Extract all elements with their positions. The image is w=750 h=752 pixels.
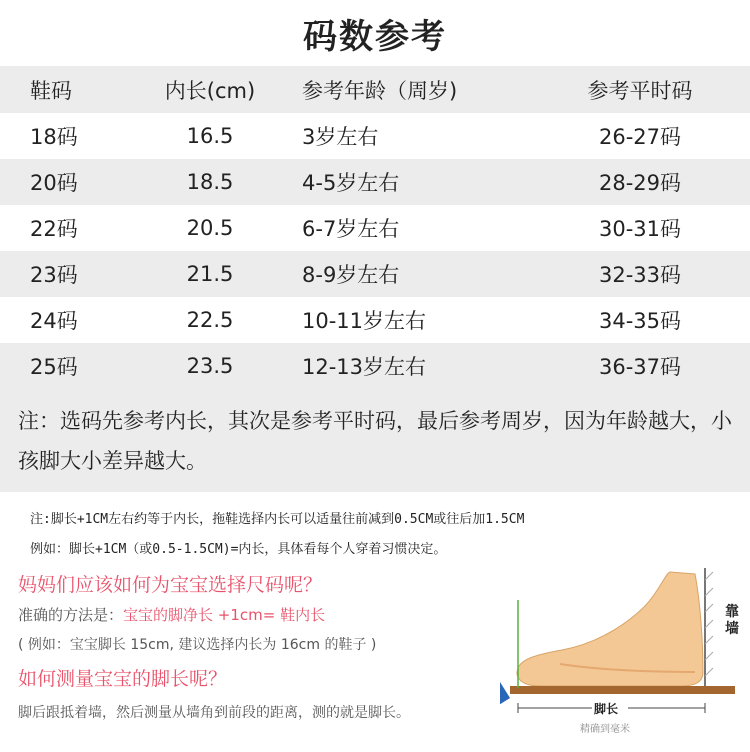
length-label: 脚长	[594, 702, 619, 716]
cell-inner-length: 22.5	[186, 308, 234, 332]
cell-age: 12-13岁左右	[302, 355, 427, 379]
measure-guide	[0, 560, 750, 748]
cell-inner-length: 23.5	[186, 354, 234, 378]
cell-usual-size: 30-31码	[598, 217, 682, 241]
page-title: 码数参考	[303, 16, 447, 57]
method-label: 准确的方法是：	[18, 606, 124, 624]
cell-age: 3岁左右	[302, 125, 379, 149]
question-choose-size: 妈妈们应该如何为宝宝选择尺码呢？	[18, 574, 323, 596]
question-measure: 如何测量宝宝的脚长呢？	[18, 668, 228, 690]
cell-usual-size: 26-27码	[598, 125, 682, 149]
cell-age: 4-5岁左右	[302, 171, 400, 195]
cell-shoe-size: 22码	[30, 217, 78, 241]
method-line	[18, 604, 325, 625]
table-header	[0, 66, 750, 113]
cell-shoe-size: 20码	[30, 171, 78, 195]
cell-inner-length: 18.5	[186, 170, 234, 194]
cell-usual-size: 36-37码	[598, 355, 682, 379]
accuracy-label: 精确到毫米	[580, 724, 630, 735]
cell-shoe-size: 25码	[30, 355, 78, 379]
cell-usual-size: 34-35码	[598, 309, 682, 333]
cell-age: 8-9岁左右	[302, 263, 400, 287]
table-row	[0, 297, 750, 343]
example-line: ( 例如：宝宝脚长 15cm, 建议选择内长为 16cm 的鞋子 )	[18, 637, 377, 653]
header-age: 参考年龄（周岁)	[302, 78, 458, 103]
header-usual-size: 参考平时码	[587, 78, 693, 103]
cell-shoe-size: 18码	[30, 125, 78, 149]
selection-note: 注：选码先参考内长，其次是参考平时码，最后参考周岁，因为年龄越大，小孩脚大小差异越大。	[0, 389, 750, 492]
header-shoe-size: 鞋码	[30, 78, 72, 103]
cell-age: 10-11岁左右	[302, 309, 427, 333]
method-formula: 宝宝的脚净长 +1cm= 鞋内长	[123, 606, 326, 624]
cell-shoe-size: 23码	[30, 263, 78, 287]
cell-inner-length: 21.5	[186, 262, 234, 286]
measure-answer: 脚后跟抵着墙，然后测量从墙角到前段的距离，测的就是脚长。	[18, 705, 410, 721]
table-row	[0, 205, 750, 251]
cell-usual-size: 28-29码	[598, 171, 682, 195]
header-inner-length: 内长(cm)	[164, 78, 256, 103]
wall-label: 靠墙	[725, 604, 739, 637]
example-note: 例如：脚长+1CM（或0.5-1.5CM)=内长，具体看每个人穿着习惯决定。	[30, 542, 447, 557]
cell-usual-size: 32-33码	[598, 263, 682, 287]
cell-inner-length: 16.5	[186, 124, 234, 148]
cell-age: 6-7岁左右	[302, 217, 400, 241]
table-row	[0, 343, 750, 389]
table-row	[0, 113, 750, 159]
table-row	[0, 159, 750, 205]
foot-length-note: 注:脚长+1CM左右约等于内长，拖鞋选择内长可以适量往前减到0.5CM或往后加1.5CM	[30, 512, 525, 527]
cell-shoe-size: 24码	[30, 309, 78, 333]
table-row	[0, 251, 750, 297]
size-table	[0, 66, 750, 389]
foot-measure-illustration	[500, 560, 750, 748]
cell-inner-length: 20.5	[186, 216, 234, 240]
